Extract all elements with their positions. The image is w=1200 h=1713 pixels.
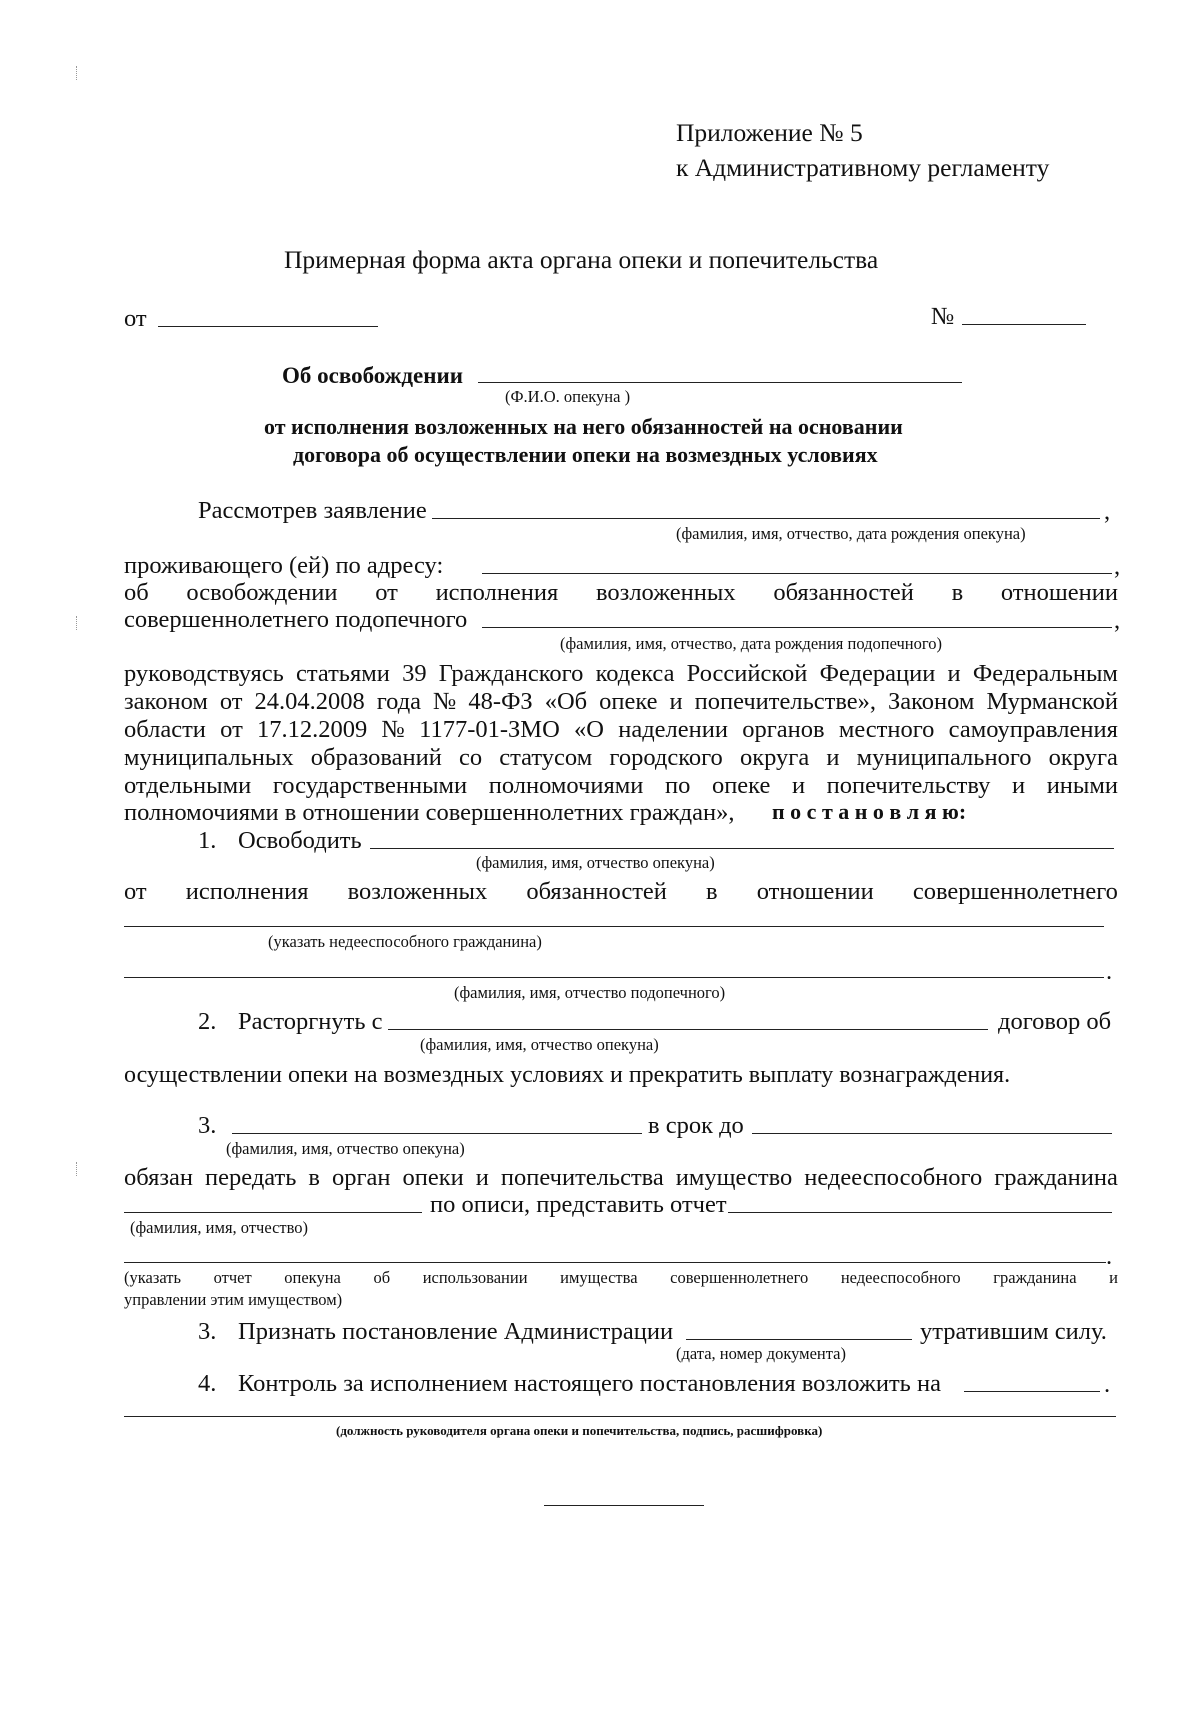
period: . [1106,1243,1113,1270]
item-1-incapable-field[interactable] [124,926,1104,927]
word: совершеннолетнего [670,1268,809,1287]
ward-caption: (фамилия, имя, отчество, дата рождения подопечного) [560,634,942,653]
subject-line-1: от исполнения возложенных на него обязанностей на основании [264,414,903,439]
word: возложенных [347,878,488,905]
considering-label: Рассмотрев заявление [198,497,427,524]
guardian-caption: (Ф.И.О. опекуна ) [505,387,631,406]
item-4-responsible-field[interactable] [964,1391,1100,1392]
item-1-incapable-caption: (указать недееспособного гражданина) [268,932,542,951]
law-line-4 [124,746,1118,771]
word: округа [739,744,810,771]
closing-divider [544,1505,704,1506]
item-3-report-detail-field[interactable] [124,1262,1106,1263]
period: . [1104,1371,1111,1398]
item-3-guardian-caption: (фамилия, имя, отчество опекуна) [226,1139,465,1158]
item-3-report-caption-line-2: управлении этим имуществом) [124,1290,343,1309]
item-3b-tail: утратившим силу. [920,1318,1107,1345]
item-4-number: 4. [198,1370,217,1397]
item-3b-label: Признать постановление Администрации [238,1318,674,1345]
item-3-obliged-line [124,1166,1118,1191]
word: Законом [887,688,975,715]
word: опеке [599,688,658,715]
word: попечительству [826,772,991,799]
word: области [124,716,206,743]
word: со [459,744,483,771]
item-1-number: 1. [198,827,217,854]
item-1-guardian-field[interactable] [370,848,1114,849]
word: отношении [756,878,874,905]
word: «О [574,716,604,743]
word: полномочиями [488,772,644,799]
word: в [308,1164,320,1191]
word: от [219,688,243,715]
word: № [381,716,405,743]
word: муниципального [856,744,1032,771]
item-3-deadline-field[interactable] [752,1133,1112,1134]
scan-margin-mark [76,66,77,80]
comma: , [1114,607,1121,634]
word: отчет [213,1268,252,1287]
word: и [669,688,683,715]
word: и [791,772,806,799]
item-3-guardian-field[interactable] [232,1133,642,1134]
word: № [433,688,457,715]
item-3b-date-caption: (дата, номер документа) [676,1344,846,1363]
word: (указать [124,1268,181,1287]
scan-margin-mark [76,616,77,630]
word: возложенных [596,579,736,606]
item-2-guardian-field[interactable] [388,1029,988,1030]
word: года [376,688,422,715]
item-1-ward-field[interactable] [124,977,1104,978]
word: использовании [422,1268,528,1287]
item-1-guardian-caption: (фамилия, имя, отчество опекуна) [476,853,715,872]
word: попечительстве», [694,688,876,715]
signature-caption: (должность руководителя органа опеки и попечительства, подпись, расшифровка) [336,1423,823,1438]
word: обязанностей [773,579,914,606]
word: исполнения [185,878,309,905]
applicant-caption: (фамилия, имя, отчество, дата рождения опекуна) [676,524,1026,543]
word: городского [609,744,723,771]
word: орган [332,1164,391,1191]
word: отношении [1000,579,1118,606]
item-3-number: 3. [198,1112,217,1139]
item-2-text: осуществлении опеки на возмездных условиях и прекратить выплату вознаграждения. [124,1062,1011,1088]
word: и [1011,772,1026,799]
law-line-2 [124,690,1118,715]
residing-label: проживающего (ей) по адресу: [124,552,444,579]
word: в [951,579,964,606]
address-field[interactable] [482,573,1112,574]
word: самоуправления [948,716,1118,743]
word: опеке [711,772,771,799]
word: 48-ФЗ [468,688,533,715]
item-3-deadline-label: в срок до [648,1112,744,1139]
word: обязан [124,1164,194,1191]
date-field[interactable] [158,326,378,327]
period: . [1106,958,1113,985]
word: попечительства [500,1164,664,1191]
word: освобождении [186,579,338,606]
release-line [124,581,1118,606]
word: от [375,579,398,606]
item-2-number: 2. [198,1008,217,1035]
word: Федерации [819,660,936,687]
law-line-6: полномочиями в отношении совершеннолетних граждан», [124,799,735,826]
item-3-name-caption: (фамилия, имя, отчество) [130,1218,309,1237]
word: статьями [295,660,390,687]
ward-prefix: совершеннолетнего подопечного [124,606,468,633]
word: наделении [618,716,728,743]
word: по [664,772,691,799]
word: опеки [402,1164,464,1191]
word: и [1109,1268,1118,1287]
law-line-5 [124,774,1118,799]
signature-field[interactable] [124,1416,1116,1417]
item-3-name-field[interactable] [124,1212,422,1213]
regulation-reference: к Административному регламенту [676,153,1050,182]
word: в [706,878,718,905]
word: имущество [675,1164,793,1191]
word: передать [205,1164,297,1191]
word: иными [1046,772,1118,799]
number-label: № [931,303,955,330]
item-2-label: Расторгнуть с [238,1008,383,1035]
item-1-ward-caption: (фамилия, имя, отчество подопечного) [454,983,726,1002]
ward-field[interactable] [482,627,1112,628]
item-3-report-field[interactable] [728,1212,1112,1213]
word: обязанностей [526,878,667,905]
word: опекуна [284,1268,341,1287]
word: от [124,878,147,905]
word: гражданина [994,1164,1118,1191]
release-label: Об освобождении [282,363,464,388]
from-label: от [124,305,147,332]
appendix-number: Приложение № 5 [676,118,863,147]
number-field[interactable] [962,324,1086,325]
application-field[interactable] [432,518,1100,519]
word: образований [310,744,442,771]
comma: , [1104,498,1111,525]
word: «Об [544,688,588,715]
comma: , [1114,553,1121,580]
word: государственными [272,772,468,799]
word: и [947,660,961,687]
word: 39 [402,660,427,687]
word: округа [1048,744,1118,771]
law-line-3 [124,718,1118,743]
word: 24.04.2008 [254,688,365,715]
word: от [220,716,243,743]
item-3b-document-field[interactable] [686,1339,912,1340]
word: кодекса [595,660,675,687]
word: местного [838,716,935,743]
word: недееспособного [804,1164,983,1191]
document-title: Примерная форма акта органа опеки и попечительства [284,245,879,274]
item-1-duties-line [124,880,1118,905]
word: исполнения [435,579,559,606]
word: Мурманской [986,688,1118,715]
scan-margin-mark [76,1162,77,1176]
word: недееспособного [840,1268,961,1287]
item-3-inventory-label: по описи, представить отчет [430,1191,727,1218]
word: об [124,579,149,606]
law-line-1 [124,662,1118,687]
item-2-contract-tail: договор об [998,1008,1112,1035]
word: муниципальных [124,744,294,771]
word: статусом [499,744,593,771]
decree-word: п о с т а н о в л я ю: [772,799,967,824]
subject-line-2: договора об осуществлении опеки на возмездных условиях [293,442,878,467]
guardian-name-field[interactable] [478,382,962,383]
word: совершеннолетнего [912,878,1118,905]
item-3-report-caption [124,1270,1118,1287]
word: органов [742,716,825,743]
item-3b-number: 3. [198,1318,217,1345]
word: 17.12.2009 [257,716,368,743]
word: гражданина [993,1268,1077,1287]
word: Гражданского [438,660,584,687]
item-1-label: Освободить [238,827,362,854]
word: Российской [686,660,808,687]
word: отдельными [124,772,252,799]
word: руководствуясь [124,660,284,687]
word: и [475,1164,489,1191]
word: имущества [560,1268,638,1287]
item-4-label: Контроль за исполнением настоящего постановления возложить на [238,1370,941,1397]
word: Федеральным [972,660,1118,687]
word: законом [124,688,208,715]
word: 1177-01-ЗМО [419,716,560,743]
word: и [826,744,840,771]
word: об [373,1268,391,1287]
item-2-guardian-caption: (фамилия, имя, отчество опекуна) [420,1035,659,1054]
